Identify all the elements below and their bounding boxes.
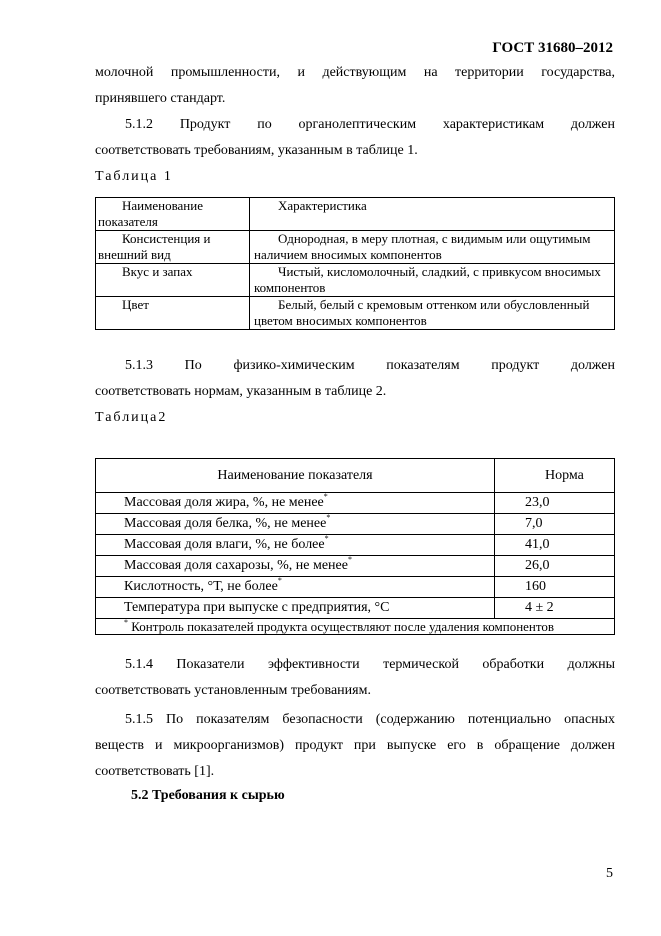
table-2-footnote-text: Контроль показателей продукта осуществляют после удаления компонентов xyxy=(131,619,555,634)
table-2 xyxy=(95,458,615,635)
table-1-caption: Таблица 1 xyxy=(95,169,173,184)
table-2-cell-name xyxy=(96,598,495,619)
paragraph-5-1-2 xyxy=(95,112,615,164)
table-1-cell-name: Вкус и запах xyxy=(96,264,250,297)
p513-line-2: соответствовать нормам, указанным в таблице 2. xyxy=(95,384,387,399)
p515-line-2: веществ и микроорганизмов) продукт при выпуске его в обращение должен xyxy=(95,738,615,753)
table-1-cell-value: Чистый, кисломолочный, сладкий, с привкусом вносимых компонентов xyxy=(250,264,615,297)
table-2-caption: Таблица2 xyxy=(95,410,168,425)
paragraph-5-1-4 xyxy=(95,652,615,704)
table-2-cell-value: 23,0 xyxy=(495,493,615,514)
p512-line-2: соответствовать требованиям, указанным в таблице 1. xyxy=(95,143,418,158)
table-row xyxy=(96,231,615,264)
paragraph-5-1-3 xyxy=(95,353,615,405)
footnote-mark: * xyxy=(323,492,328,501)
table-2-cell-name xyxy=(96,535,495,556)
table-2-cell-value: 4 ± 2 xyxy=(495,598,615,619)
table-row xyxy=(96,493,615,514)
p515-line-1: 5.1.5 По показателям безопасности (содержанию потенциально опасных xyxy=(125,712,615,727)
footnote-mark: * xyxy=(326,513,331,522)
intro-line-2: принявшего стандарт. xyxy=(95,91,226,106)
p514-line-2: соответствовать установленным требованиям. xyxy=(95,683,371,698)
paragraph-5-1-5 xyxy=(95,707,615,785)
intro-paragraph xyxy=(95,60,615,112)
table-1-cell-value: Белый, белый с кремовым оттенком или обусловленный цветом вносимых компонентов xyxy=(250,297,615,330)
table-row xyxy=(96,556,615,577)
table-1-header-characteristic: Характеристика xyxy=(250,198,615,231)
table-2-name-text: Массовая доля белка, %, не менее xyxy=(124,516,327,531)
footnote-mark: * xyxy=(277,576,282,585)
table-row xyxy=(96,535,615,556)
table-2-cell-name xyxy=(96,556,495,577)
table-row xyxy=(96,514,615,535)
section-heading: 5.2 Требования к сырью xyxy=(131,788,285,803)
table-row xyxy=(96,577,615,598)
table-row xyxy=(96,598,615,619)
footnote-mark: * xyxy=(324,534,329,543)
table-2-header-norm: Норма xyxy=(495,459,615,493)
table-1 xyxy=(95,197,615,330)
p515-line-3: соответствовать [1]. xyxy=(95,764,215,779)
p512-line-1: 5.1.2 Продукт по органолептическим характеристикам должен xyxy=(125,117,615,132)
table-2-name-text: Массовая доля сахарозы, %, не менее xyxy=(124,558,348,573)
table-2-cell-value: 160 xyxy=(495,577,615,598)
table-1-cell-name: Цвет xyxy=(96,297,250,330)
table-2-cell-name xyxy=(96,514,495,535)
table-2-cell-value: 41,0 xyxy=(495,535,615,556)
table-2-name-text: Кислотность, °Т, не более xyxy=(124,579,278,594)
p514-line-1: 5.1.4 Показатели эффективности термической обработки должны xyxy=(125,657,615,672)
table-row xyxy=(96,297,615,330)
table-2-cell-name xyxy=(96,577,495,598)
table-2-name-text: Массовая доля влаги, %, не более xyxy=(124,537,325,552)
table-2-cell-value: 26,0 xyxy=(495,556,615,577)
table-row xyxy=(96,264,615,297)
table-1-header-name: Наименование показателя xyxy=(96,198,250,231)
table-2-name-text: Температура при выпуске с предприятия, °С xyxy=(124,600,390,615)
table-2-header-row xyxy=(96,459,615,493)
page-number: 5 xyxy=(606,866,613,881)
table-1-cell-value: Однородная, в меру плотная, с видимым или ощутимым наличием вносимых компонентов xyxy=(250,231,615,264)
table-2-cell-value: 7,0 xyxy=(495,514,615,535)
table-2-header-name: Наименование показателя xyxy=(96,459,495,493)
document-id: ГОСТ 31680–2012 xyxy=(492,40,613,56)
table-1-header-row xyxy=(96,198,615,231)
table-2-footnote-row xyxy=(96,619,615,635)
footnote-mark: * xyxy=(124,618,128,627)
footnote-mark: * xyxy=(347,555,352,564)
table-2-cell-name xyxy=(96,493,495,514)
intro-line-1: молочной промышленности, и действующим на территории государства, xyxy=(95,65,615,80)
table-2-name-text: Массовая доля жира, %, не менее xyxy=(124,495,324,510)
p513-line-1: 5.1.3 По физико-химическим показателям продукт должен xyxy=(125,358,615,373)
table-2-footnote xyxy=(96,619,615,635)
table-1-cell-name: Консистенция и внешний вид xyxy=(96,231,250,264)
